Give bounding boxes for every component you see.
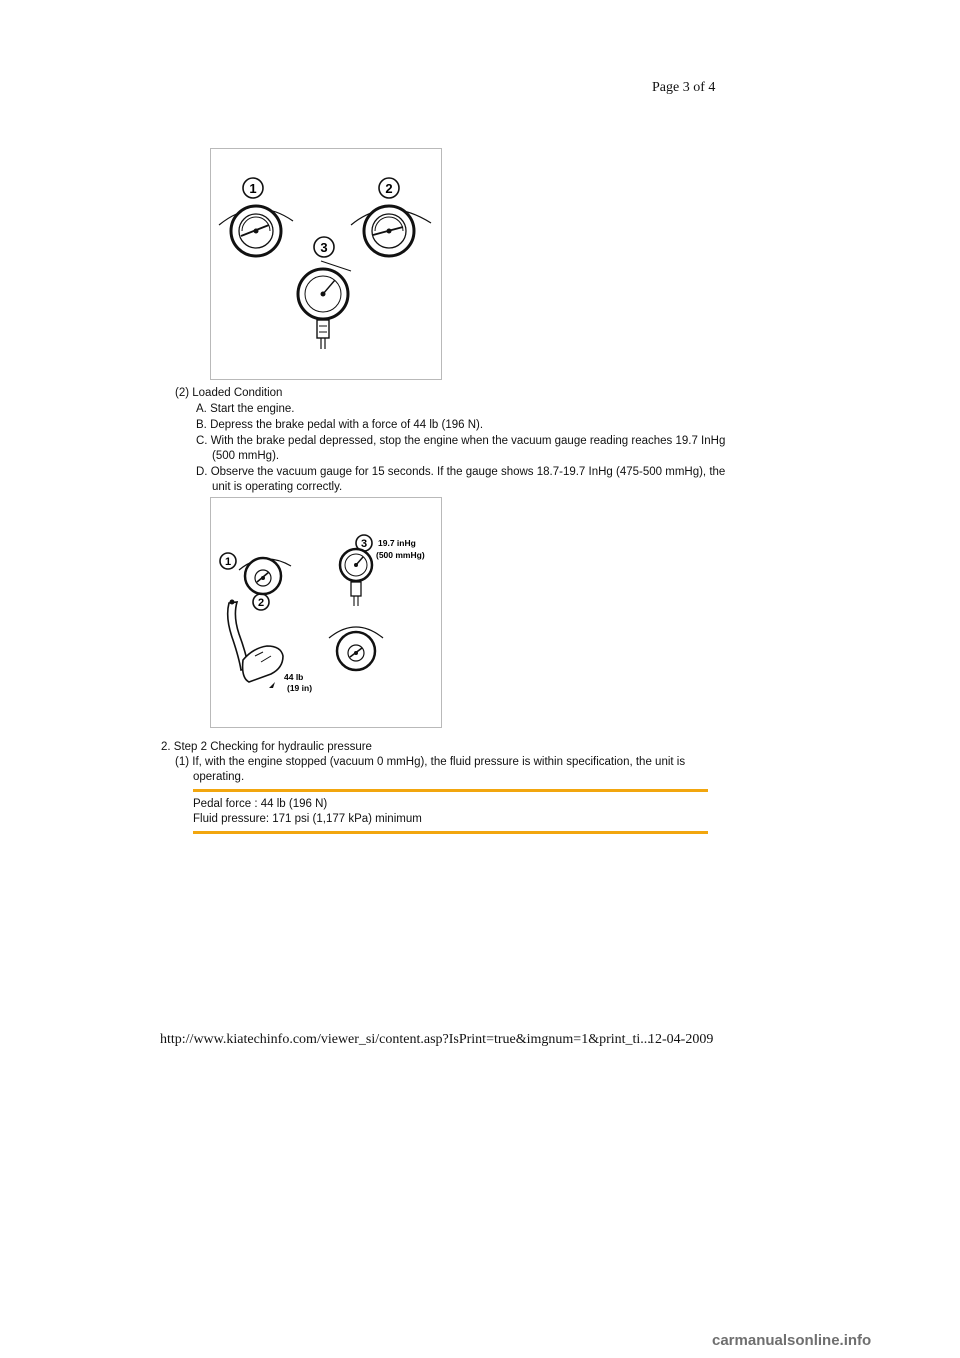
step-text: Depress the brake pedal with a force of 44 lb (196 N). bbox=[210, 419, 484, 431]
section-number: (2) bbox=[175, 387, 190, 399]
svg-text:1: 1 bbox=[249, 181, 257, 196]
brake-pedal-foot bbox=[228, 600, 283, 689]
gauge-reading-label: 19.7 inHg bbox=[378, 538, 416, 548]
vacuum-gauge-1 bbox=[219, 206, 293, 256]
step-letter: A. bbox=[196, 403, 207, 415]
step-d-continued: unit is operating correctly. bbox=[212, 481, 343, 493]
step-text: Observe the vacuum gauge for 15 seconds. If the gauge shows 18.7-19.7 InHg (475-500 mmHg), the bbox=[210, 466, 726, 478]
step-title: Step 2 Checking for hydraulic pressure bbox=[173, 741, 372, 753]
callout-1 bbox=[220, 553, 236, 569]
pressure-gauge-3 bbox=[298, 261, 351, 349]
watermark: carmanualsonline.info bbox=[712, 1332, 872, 1349]
spec-pedal-force: Pedal force : 44 lb (196 N) bbox=[193, 798, 328, 810]
gauge-diagram-1 bbox=[211, 149, 441, 379]
step-letter: B. bbox=[196, 419, 207, 431]
section-heading-loaded bbox=[175, 386, 282, 401]
pressure-gauge-3 bbox=[340, 549, 372, 606]
step-c-continued: (500 mmHg). bbox=[212, 450, 280, 462]
svg-text:3: 3 bbox=[320, 240, 328, 255]
pedal-travel-label: (19 in) bbox=[287, 683, 313, 693]
figure-loaded-gauges bbox=[210, 497, 442, 728]
vacuum-gauge-2 bbox=[351, 206, 431, 256]
figure-unloaded-gauges bbox=[210, 148, 442, 380]
step-letter: D. bbox=[196, 466, 208, 478]
svg-text:2: 2 bbox=[257, 597, 265, 609]
section-title: Loaded Condition bbox=[192, 387, 283, 399]
step-a bbox=[196, 402, 294, 417]
step-number: 2. bbox=[161, 741, 171, 753]
page-number: Page 3 of 4 bbox=[652, 80, 716, 95]
footer-url: http://www.kiatechinfo.com/viewer_si/content.asp?IsPrint=true&imgnum=1&print_ti... bbox=[160, 1032, 651, 1047]
svg-text:2: 2 bbox=[385, 181, 393, 196]
step-2-item-1-continued: operating. bbox=[193, 771, 245, 783]
step-d bbox=[196, 465, 725, 480]
gauge-diagram-2 bbox=[211, 498, 441, 727]
vacuum-gauge-lower bbox=[329, 627, 383, 670]
step-2-item-1 bbox=[175, 755, 685, 770]
callout-2 bbox=[253, 594, 269, 610]
step-2-heading bbox=[161, 740, 372, 755]
pedal-force-label: 44 lb bbox=[284, 672, 304, 682]
step-b bbox=[196, 418, 483, 433]
spec-bottom-rule bbox=[193, 831, 708, 834]
svg-text:1: 1 bbox=[224, 556, 232, 568]
spec-top-rule bbox=[193, 789, 708, 792]
step-c bbox=[196, 434, 725, 449]
callout-3 bbox=[314, 237, 334, 257]
callout-1 bbox=[243, 178, 263, 198]
vacuum-gauge-1 bbox=[239, 558, 291, 594]
item-text: If, with the engine stopped (vacuum 0 mmHg), the fluid pressure is within specification, the unit is bbox=[192, 756, 686, 768]
callout-2 bbox=[379, 178, 399, 198]
step-text: With the brake pedal depressed, stop the engine when the vacuum gauge reading reaches 19.7 InHg bbox=[210, 435, 726, 447]
step-letter: C. bbox=[196, 435, 208, 447]
spec-fluid-pressure: Fluid pressure: 171 psi (1,177 kPa) minimum bbox=[193, 813, 422, 825]
gauge-reading-label-mm: (500 mmHg) bbox=[376, 550, 425, 560]
footer-date: 12-04-2009 bbox=[648, 1032, 714, 1047]
item-number: (1) bbox=[175, 756, 190, 768]
svg-text:3: 3 bbox=[360, 538, 368, 550]
step-text: Start the engine. bbox=[210, 403, 295, 415]
